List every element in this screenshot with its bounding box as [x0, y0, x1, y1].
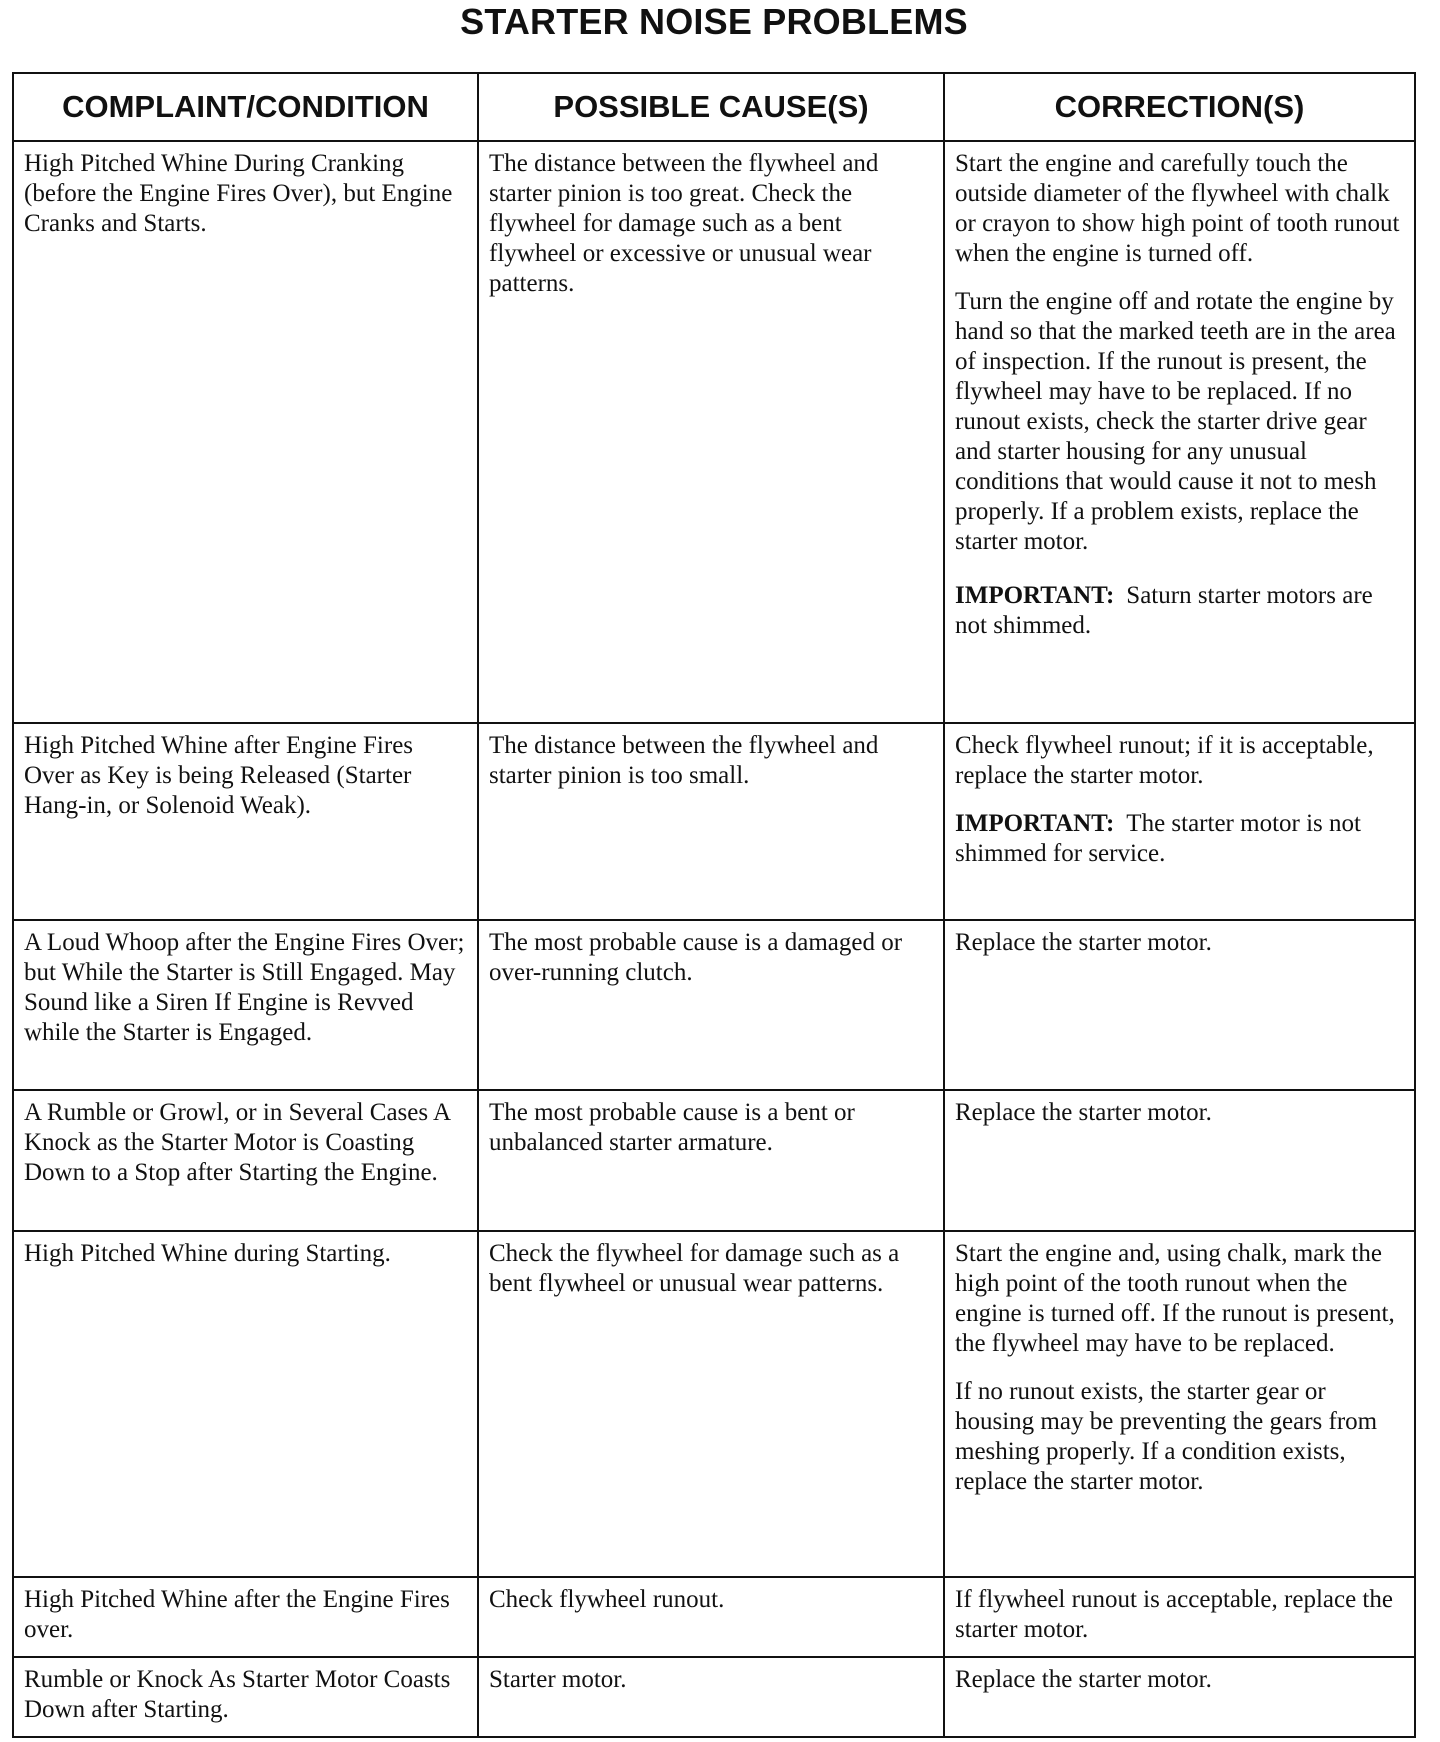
complaint-cell: High Pitched Whine after the Engine Fires over.: [13, 1577, 478, 1657]
cause-cell: Check flywheel runout.: [478, 1577, 944, 1657]
correction-cell: [944, 1090, 1415, 1231]
important-text: Saturn starter motors are not shimmed.: [955, 582, 1373, 639]
correction-cell: [944, 1657, 1415, 1737]
correction-paragraph: Replace the starter motor.: [955, 1666, 1212, 1693]
table-row: [13, 1231, 1415, 1577]
correction-paragraph: Replace the starter motor.: [955, 1099, 1212, 1126]
correction-paragraph: Start the engine and carefully touch the outside diameter of the flywheel with chalk or crayon to show high point of tooth runout when the engine is turned off.: [955, 150, 1400, 267]
correction-paragraph: Check flywheel runout; if it is acceptable, replace the starter motor.: [955, 732, 1374, 789]
correction-cell: [944, 141, 1415, 723]
correction-paragraph: If no runout exists, the starter gear or housing may be preventing the gears from meshing properly. If a condition exists, replace the starter motor.: [955, 1378, 1378, 1495]
table-row: [13, 141, 1415, 723]
table-row: [13, 1090, 1415, 1231]
important-label: IMPORTANT:: [955, 582, 1115, 609]
cause-cell: The most probable cause is a damaged or over-running clutch.: [478, 920, 944, 1090]
table-row: [13, 1657, 1415, 1737]
correction-paragraph: Turn the engine off and rotate the engine by hand so that the marked teeth are in the area of inspection. If the runout is present, the flywheel may have to be replaced. If no runout exists, check the starter drive gear and starter housing for any unusual conditions that would cause it not to mesh properly. If a problem exists, replace the starter motor.: [955, 288, 1396, 555]
correction-paragraph: Replace the starter motor.: [955, 929, 1212, 956]
complaint-cell: Rumble or Knock As Starter Motor Coasts Down after Starting.: [13, 1657, 478, 1737]
correction-paragraph: If flywheel runout is acceptable, replace the starter motor.: [955, 1586, 1393, 1643]
correction-cell: [944, 1577, 1415, 1657]
cause-cell: The distance between the flywheel and starter pinion is too great. Check the flywheel for damage such as a bent flywheel or excessive or unusual wear patterns.: [478, 141, 944, 723]
page-title: STARTER NOISE PROBLEMS: [460, 1, 968, 42]
important-note: [955, 581, 1406, 641]
correction-cell: [944, 920, 1415, 1090]
table-header-row: [13, 73, 1415, 141]
cause-cell: Check the flywheel for damage such as a bent flywheel or unusual wear patterns.: [478, 1231, 944, 1577]
header-cause: POSSIBLE CAUSE(S): [478, 73, 944, 141]
complaint-cell: High Pitched Whine During Cranking (before the Engine Fires Over), but Engine Cranks and Starts.: [13, 141, 478, 723]
starter-noise-table: [12, 72, 1416, 1738]
correction-cell: [944, 723, 1415, 920]
table-row: [13, 723, 1415, 920]
cause-cell: The distance between the flywheel and starter pinion is too small.: [478, 723, 944, 920]
important-note: [955, 809, 1406, 869]
complaint-cell: A Loud Whoop after the Engine Fires Over; but While the Starter is Still Engaged. May Sound like a Siren If Engine is Revved while the Starter is Engaged.: [13, 920, 478, 1090]
complaint-cell: High Pitched Whine during Starting.: [13, 1231, 478, 1577]
table-row: [13, 920, 1415, 1090]
complaint-cell: High Pitched Whine after Engine Fires Over as Key is being Released (Starter Hang-in, or Solenoid Weak).: [13, 723, 478, 920]
header-correction: CORRECTION(S): [944, 73, 1415, 141]
header-complaint: COMPLAINT/CONDITION: [13, 73, 478, 141]
cause-cell: The most probable cause is a bent or unbalanced starter armature.: [478, 1090, 944, 1231]
correction-cell: [944, 1231, 1415, 1577]
important-text: The starter motor is not shimmed for service.: [955, 810, 1361, 867]
complaint-cell: A Rumble or Growl, or in Several Cases A Knock as the Starter Motor is Coasting Down to a Stop after Starting the Engine.: [13, 1090, 478, 1231]
correction-paragraph: Start the engine and, using chalk, mark the high point of the tooth runout when the engine is turned off. If the runout is present, the flywheel may have to be replaced.: [955, 1240, 1395, 1357]
cause-cell: Starter motor.: [478, 1657, 944, 1737]
table-row: [13, 1577, 1415, 1657]
important-label: IMPORTANT:: [955, 810, 1115, 837]
